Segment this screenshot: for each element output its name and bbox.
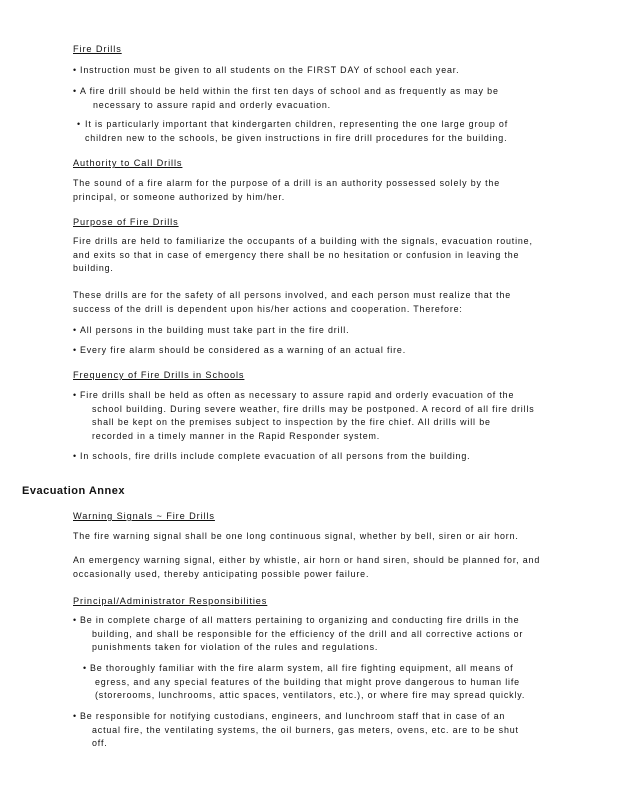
- purpose-para-2: These drills are for the safety of all persons involved, and each person must realize that the success of the drill is dependent upon his/her actions and cooperation. Therefore:: [73, 290, 512, 314]
- bullet-fire-drills-1: [73, 64, 543, 78]
- heading-fire-drills: Fire Drills: [73, 44, 122, 54]
- bullet-purpose-1: [73, 324, 543, 338]
- authority-text: The sound of a fire alarm for the purpose of a drill is an authority possessed solely by the principal, or someone authorized by him/her.: [73, 178, 500, 202]
- bullet-text: It is particularly important that kindergarten children, representing the one large group of children new to the schools, be given instructions in fire drill procedures for the building.: [85, 119, 509, 143]
- bullet-text: Be thoroughly familiar with the fire alarm system, all fire fighting equipment, all means of egress, and any special features of the building that might prove dangerous to human life (storerooms, lunchrooms, attic spaces, ventilators, etc.), or where fire may spread quickly.: [90, 663, 526, 701]
- bullet-icon: •: [73, 345, 77, 355]
- bullet-text: All persons in the building must take part in the fire drill.: [80, 325, 350, 335]
- bullet-icon: •: [73, 325, 77, 335]
- bullet-principal-3: [73, 710, 523, 751]
- bullet-icon: •: [83, 663, 87, 673]
- heading-authority: Authority to Call Drills: [73, 158, 183, 168]
- warning-para-2: An emergency warning signal, either by whistle, air horn or hand siren, should be planned for, and occasionally used, thereby anticipating possible power failure.: [73, 555, 541, 579]
- bullet-icon: •: [73, 615, 77, 625]
- bullet-frequency-2: [73, 450, 543, 464]
- bullet-text: Be responsible for notifying custodians, engineers, and lunchroom staff that in case of an actual fire, the ventilating systems, the oil burners, gas meters, ovens, etc. are to be shut off.: [80, 711, 519, 749]
- bullet-text: Every fire alarm should be considered as a warning of an actual fire.: [80, 345, 407, 355]
- bullet-fire-drills-3: [77, 118, 537, 145]
- bullet-text: Instruction must be given to all students on the FIRST DAY of school each year.: [80, 65, 460, 75]
- bullet-principal-2: [83, 662, 539, 703]
- bullet-icon: •: [73, 86, 77, 96]
- bullet-text: In schools, fire drills include complete evacuation of all persons from the building.: [80, 451, 471, 461]
- bullet-frequency-1: [73, 389, 535, 443]
- annex-title: Evacuation Annex: [22, 485, 125, 497]
- bullet-icon: •: [73, 711, 77, 721]
- bullet-purpose-2: [73, 344, 543, 358]
- bullet-text: Be in complete charge of all matters pertaining to organizing and conducting fire drills in the building, and shall be responsible for the efficiency of the drill and all corrective actions or punishments taken for violation of the rules and regulations.: [80, 615, 524, 653]
- bullet-icon: •: [73, 451, 77, 461]
- heading-warning-signals: Warning Signals ~ Fire Drills: [73, 511, 215, 521]
- bullet-principal-1: [73, 614, 539, 655]
- bullet-text: A fire drill should be held within the first ten days of school and as frequently as may be necessary to assure rapid and orderly evacuation.: [80, 86, 499, 110]
- bullet-text: Fire drills shall be held as often as necessary to assure rapid and orderly evacuation of the school building. During severe weather, fire drills may be postponed. A record of all fire drills shall be kept on the premises subject to inspection by the fire chief. All drills will be recorded in a timely manner in the Rapid Responder system.: [80, 390, 535, 441]
- bullet-icon: •: [77, 119, 81, 129]
- warning-para-1: The fire warning signal shall be one long continuous signal, whether by bell, siren or air horn.: [73, 531, 519, 541]
- bullet-icon: •: [73, 65, 77, 75]
- heading-principal: Principal/Administrator Responsibilities: [73, 596, 268, 606]
- heading-purpose: Purpose of Fire Drills: [73, 217, 179, 227]
- bullet-fire-drills-2: [73, 85, 521, 112]
- purpose-para-1: Fire drills are held to familiarize the occupants of a building with the signals, evacuation routine, and exits so that in case of emergency there shall be no hesitation or confusion in leaving the building.: [73, 236, 533, 274]
- bullet-icon: •: [73, 390, 77, 400]
- heading-frequency: Frequency of Fire Drills in Schools: [73, 370, 245, 380]
